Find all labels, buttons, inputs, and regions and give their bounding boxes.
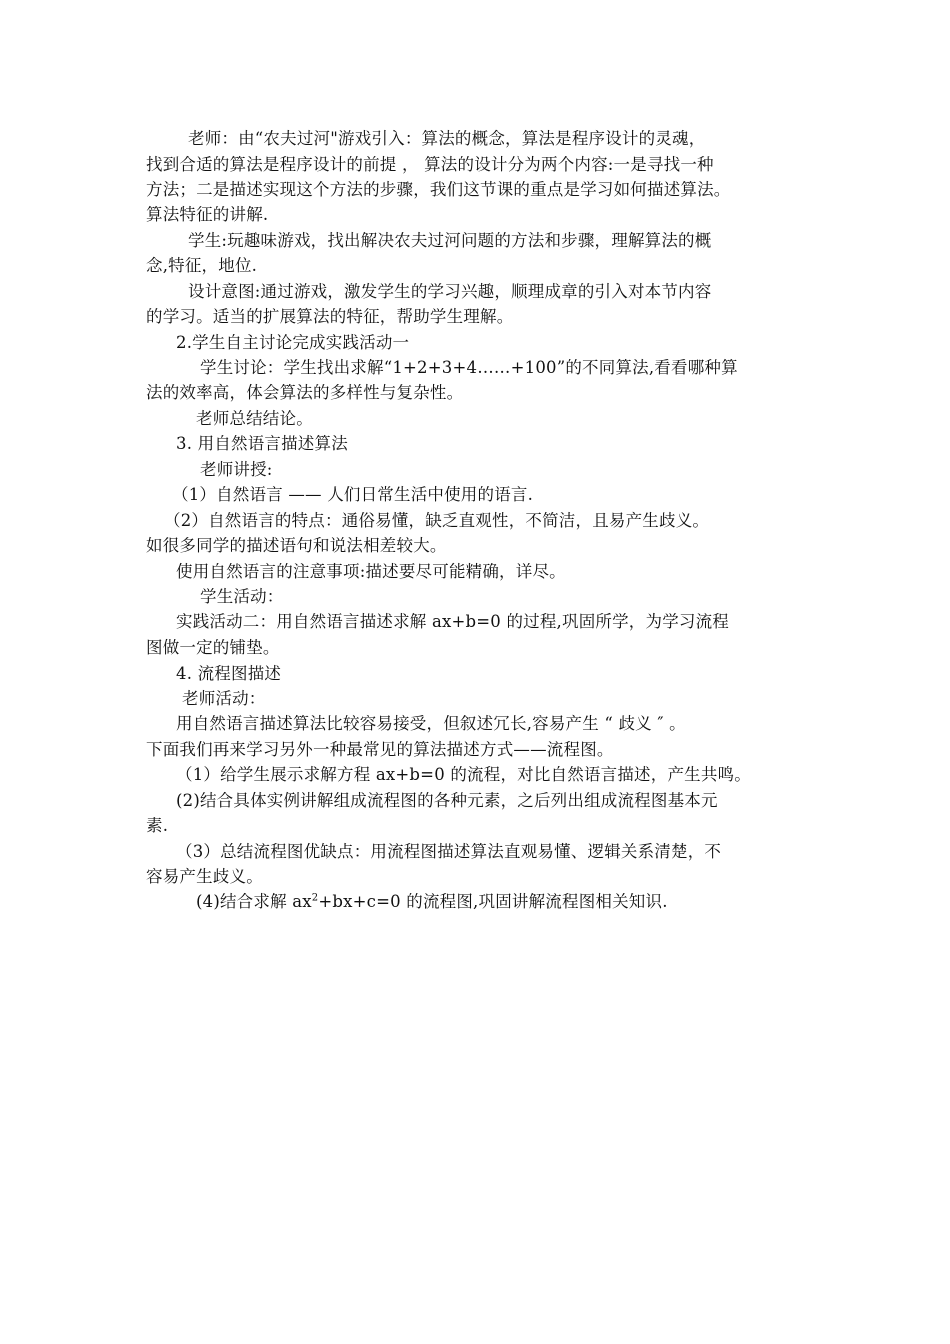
paragraph-line: 念,特征，地位. <box>146 256 258 275</box>
paragraph-line: 学生讨论：学生找出求解“1+2+3+4……+100”的不同算法,看看哪种算 <box>200 358 738 377</box>
paragraph-line-with-superscript <box>196 890 668 914</box>
paragraph-line: 算法特征的讲解. <box>146 205 269 224</box>
paragraph-line: 老师讲授: <box>200 460 273 479</box>
line-text-before: (4)结合求解 ax <box>196 892 312 911</box>
paragraph-line: 老师活动： <box>182 689 266 708</box>
paragraph-line: （3）总结流程图优缺点：用流程图描述算法直观易懂、逻辑关系清楚，不 <box>176 842 722 861</box>
paragraph-line: 找到合适的算法是程序设计的前提 ， 算法的设计分为两个内容:一是寻找一种 <box>146 155 714 174</box>
paragraph-line: 素. <box>146 816 169 835</box>
paragraph-line: 如很多同学的描述语句和说法相差较大。 <box>146 536 447 555</box>
section-heading: 2.学生自主讨论完成实践活动一 <box>176 333 410 352</box>
line-text-after: +bx+c=0 的流程图,巩固讲解流程图相关知识. <box>318 892 668 911</box>
paragraph-line: 老师总结结论。 <box>196 409 313 428</box>
paragraph-line: 学生:玩趣味游戏，找出解决农夫过河问题的方法和步骤，理解算法的概 <box>188 231 712 250</box>
paragraph-line: 容易产生歧义。 <box>146 867 263 886</box>
paragraph-line: （1）给学生展示求解方程 ax+b=0 的流程，对比自然语言描述，产生共鸣。 <box>176 765 751 784</box>
superscript-exponent: 2 <box>311 892 319 904</box>
section-heading: 3. 用自然语言描述算法 <box>176 434 348 453</box>
paragraph-line: （1）自然语言 —— 人们日常生活中使用的语言. <box>172 485 534 504</box>
paragraph-line: 设计意图:通过游戏，激发学生的学习兴趣，顺理成章的引入对本节内容 <box>188 282 712 301</box>
paragraph-line: 用自然语言描述算法比较容易接受，但叙述冗长,容易产生 “ 歧义 ″ 。 <box>176 714 686 733</box>
paragraph-line: 的学习。适当的扩展算法的特征，帮助学生理解。 <box>146 307 514 326</box>
paragraph-line: (2)结合具体实例讲解组成流程图的各种元素，之后列出组成流程图基本元 <box>176 791 718 810</box>
paragraph-line: 下面我们再来学习另外一种最常见的算法描述方式——流程图。 <box>146 740 614 759</box>
paragraph-line: 法的效率高，体会算法的多样性与复杂性。 <box>146 383 464 402</box>
paragraph-line: 老师：由“农夫过河"游戏引入：算法的概念，算法是程序设计的灵魂， <box>188 129 706 148</box>
section-heading: 4. 流程图描述 <box>176 664 282 683</box>
paragraph-line: 使用自然语言的注意事项:描述要尽可能精确，详尽。 <box>176 562 566 581</box>
paragraph-line: （2）自然语言的特点：通俗易懂，缺乏直观性，不简洁，且易产生歧义。 <box>164 511 710 530</box>
paragraph-line: 学生活动： <box>200 587 284 606</box>
paragraph-line: 方法；二是描述实现这个方法的步骤，我们这节课的重点是学习如何描述算法。 <box>146 180 731 199</box>
paragraph-line: 图做一定的铺垫。 <box>146 638 280 657</box>
paragraph-line: 实践活动二：用自然语言描述求解 ax+b=0 的过程,巩固所学，为学习流程 <box>176 612 729 631</box>
